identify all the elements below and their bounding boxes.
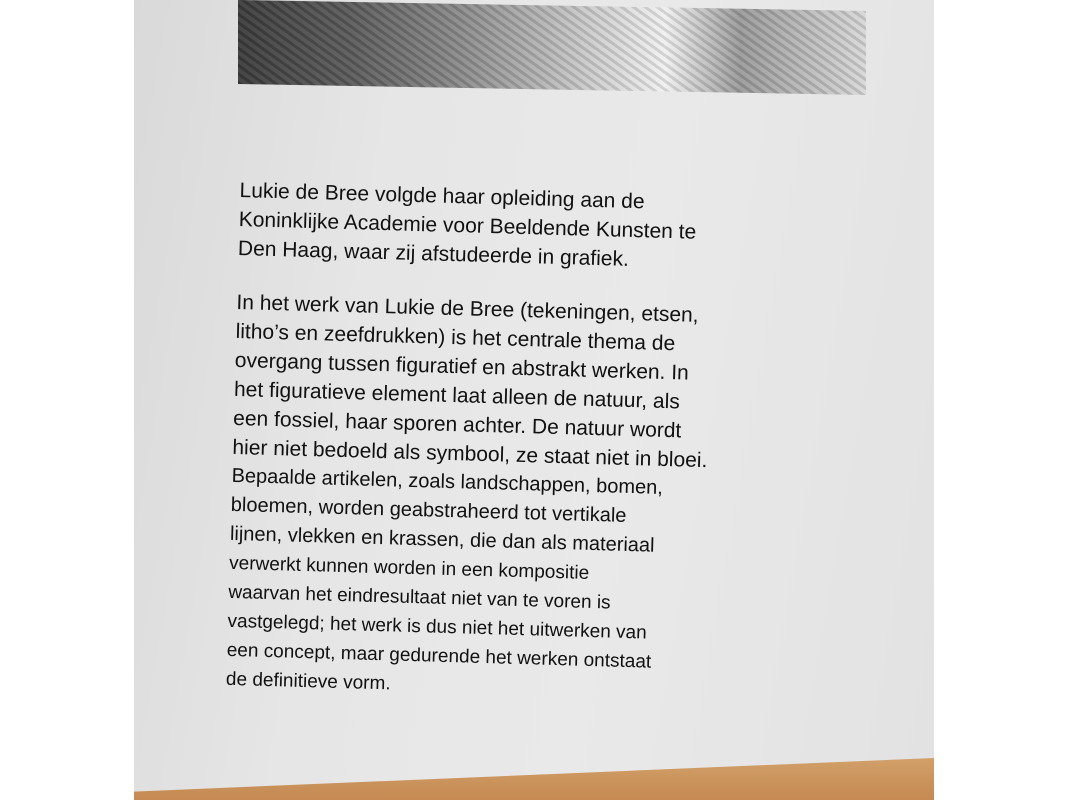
- text-line: bloemen, worden geabstraheerd tot vertikale: [230, 493, 627, 527]
- text-line: Koninklijke Academie voor Beeldende Kunsten te: [238, 207, 697, 244]
- text-line: Lukie de Bree volgde haar opleiding aan de: [239, 178, 645, 214]
- text-line: vastgelegd; het werk is dus niet het uitwerken van: [227, 610, 647, 644]
- body-text: [226, 176, 840, 711]
- text-line: het figuratieve element laat alleen de natuur, als: [233, 377, 681, 414]
- right-background: [934, 0, 1066, 800]
- text-line: een fossiel, haar sporen achter. De natuur wordt: [232, 406, 682, 443]
- text-line: overgang tussen figuratief en abstrakt werken. In: [234, 348, 690, 385]
- left-background: [0, 0, 134, 800]
- text-line: lijnen, vlekken en krassen, die dan als materiaal: [229, 522, 655, 557]
- document-page: [134, 0, 934, 800]
- wooden-surface: [134, 758, 934, 800]
- paragraph-intro: [238, 176, 840, 280]
- text-line: waarvan het eindresultaat niet van te voren is: [228, 581, 611, 614]
- text-line: Den Haag, waar zij afstudeerde in grafiek.: [237, 236, 630, 271]
- paragraph-body: [226, 288, 837, 711]
- text-line: hier niet bedoeld als symbool, ze staat niet in bloei.: [232, 435, 708, 473]
- photo-image: [238, 0, 866, 95]
- text-line: verwerkt kunnen worden in een kompositie: [228, 552, 590, 584]
- text-line: litho’s en zeefdrukken) is het centrale thema de: [235, 319, 676, 356]
- text-line: een concept, maar gedurende het werken ontstaat: [226, 639, 652, 673]
- text-line: de definitieve vorm.: [225, 668, 391, 695]
- text-line: In het werk van Lukie de Bree (tekeningen, etsen,: [236, 290, 699, 327]
- text-line: Bepaalde artikelen, zoals landschappen, bomen,: [231, 464, 664, 499]
